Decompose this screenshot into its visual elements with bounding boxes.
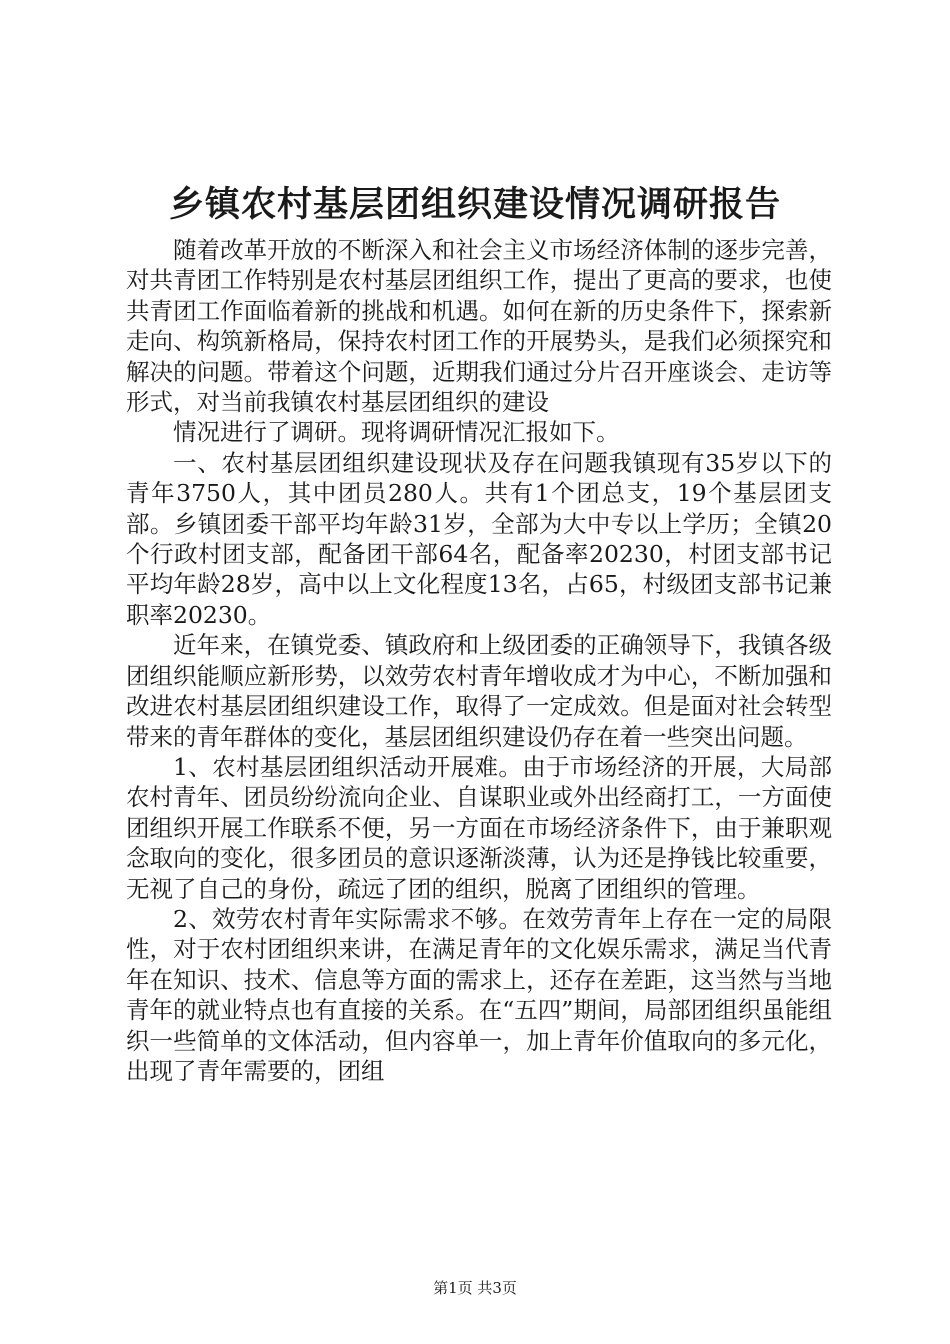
paragraph: 随着改革开放的不断深入和社会主义市场经济体制的逐步完善，对共青团工作特别是农村基层团组织工作，提出了更高的要求，也使共青团工作面临着新的挑战和机遇。如何在新的历史条件下，探索新走向、构筑新格局，保持农村团工作的开展势头，是我们必须探究和解决的问题。带着这个问题，近期我们通过分片召开座谈会、走访等形式，对当前我镇农村基层团组织的建设 [126, 236, 832, 417]
document-body [126, 235, 832, 1086]
paragraph: 近年来，在镇党委、镇政府和上级团委的正确领导下，我镇各级团组织能顺应新形势，以效劳农村青年增收成才为中心，不断加强和改进农村基层团组织建设工作，取得了一定成效。但是面对社会转型带来的青年群体的变化，基层团组织建设仍存在着一些突出问题。 [126, 631, 832, 751]
paragraph: 1、农村基层团组织活动开展难。由于市场经济的开展，大局部农村青年、团员纷纷流向企业、自谋职业或外出经商打工，一方面使团组织开展工作联系不便，另一方面在市场经济条件下，由于兼职观念取向的变化，很多团员的意识逐渐淡薄，认为还是挣钱比较重要，无视了自己的身份，疏远了团的组织，脱离了团组织的管理。 [126, 752, 832, 903]
page-number-footer: 第1页 共3页 [433, 1279, 517, 1297]
paragraph: 情况进行了调研。现将调研情况汇报如下。 [173, 418, 620, 447]
paragraph: 2、效劳农村青年实际需求不够。在效劳青年上存在一定的局限性，对于农村团组织来讲，在满足青年的文化娱乐需求，满足当代青年在知识、技术、信息等方面的需求上，还存在差距，这当然与当地青年的就业特点也有直接的关系。在“五四”期间，局部团组织虽能组织一些简单的文体活动，但内容单一，加上青年价值取向的多元化，出现了青年需要的，团组 [126, 904, 832, 1085]
paragraph: 一、农村基层团组织建设现状及存在问题我镇现有35岁以下的青年3750人，其中团员280人。共有1个团总支，19个基层团支部。乡镇团委干部平均年龄31岁，全部为大中专以上学历；全镇20个行政村团支部，配备团干部64名，配备率20230，村团支部书记平均年龄28岁，高中以上文化程度13名，占65，村级团支部书记兼职率20230。 [126, 448, 832, 629]
document-title: 乡镇农村基层团组织建设情况调研报告 [168, 184, 781, 225]
